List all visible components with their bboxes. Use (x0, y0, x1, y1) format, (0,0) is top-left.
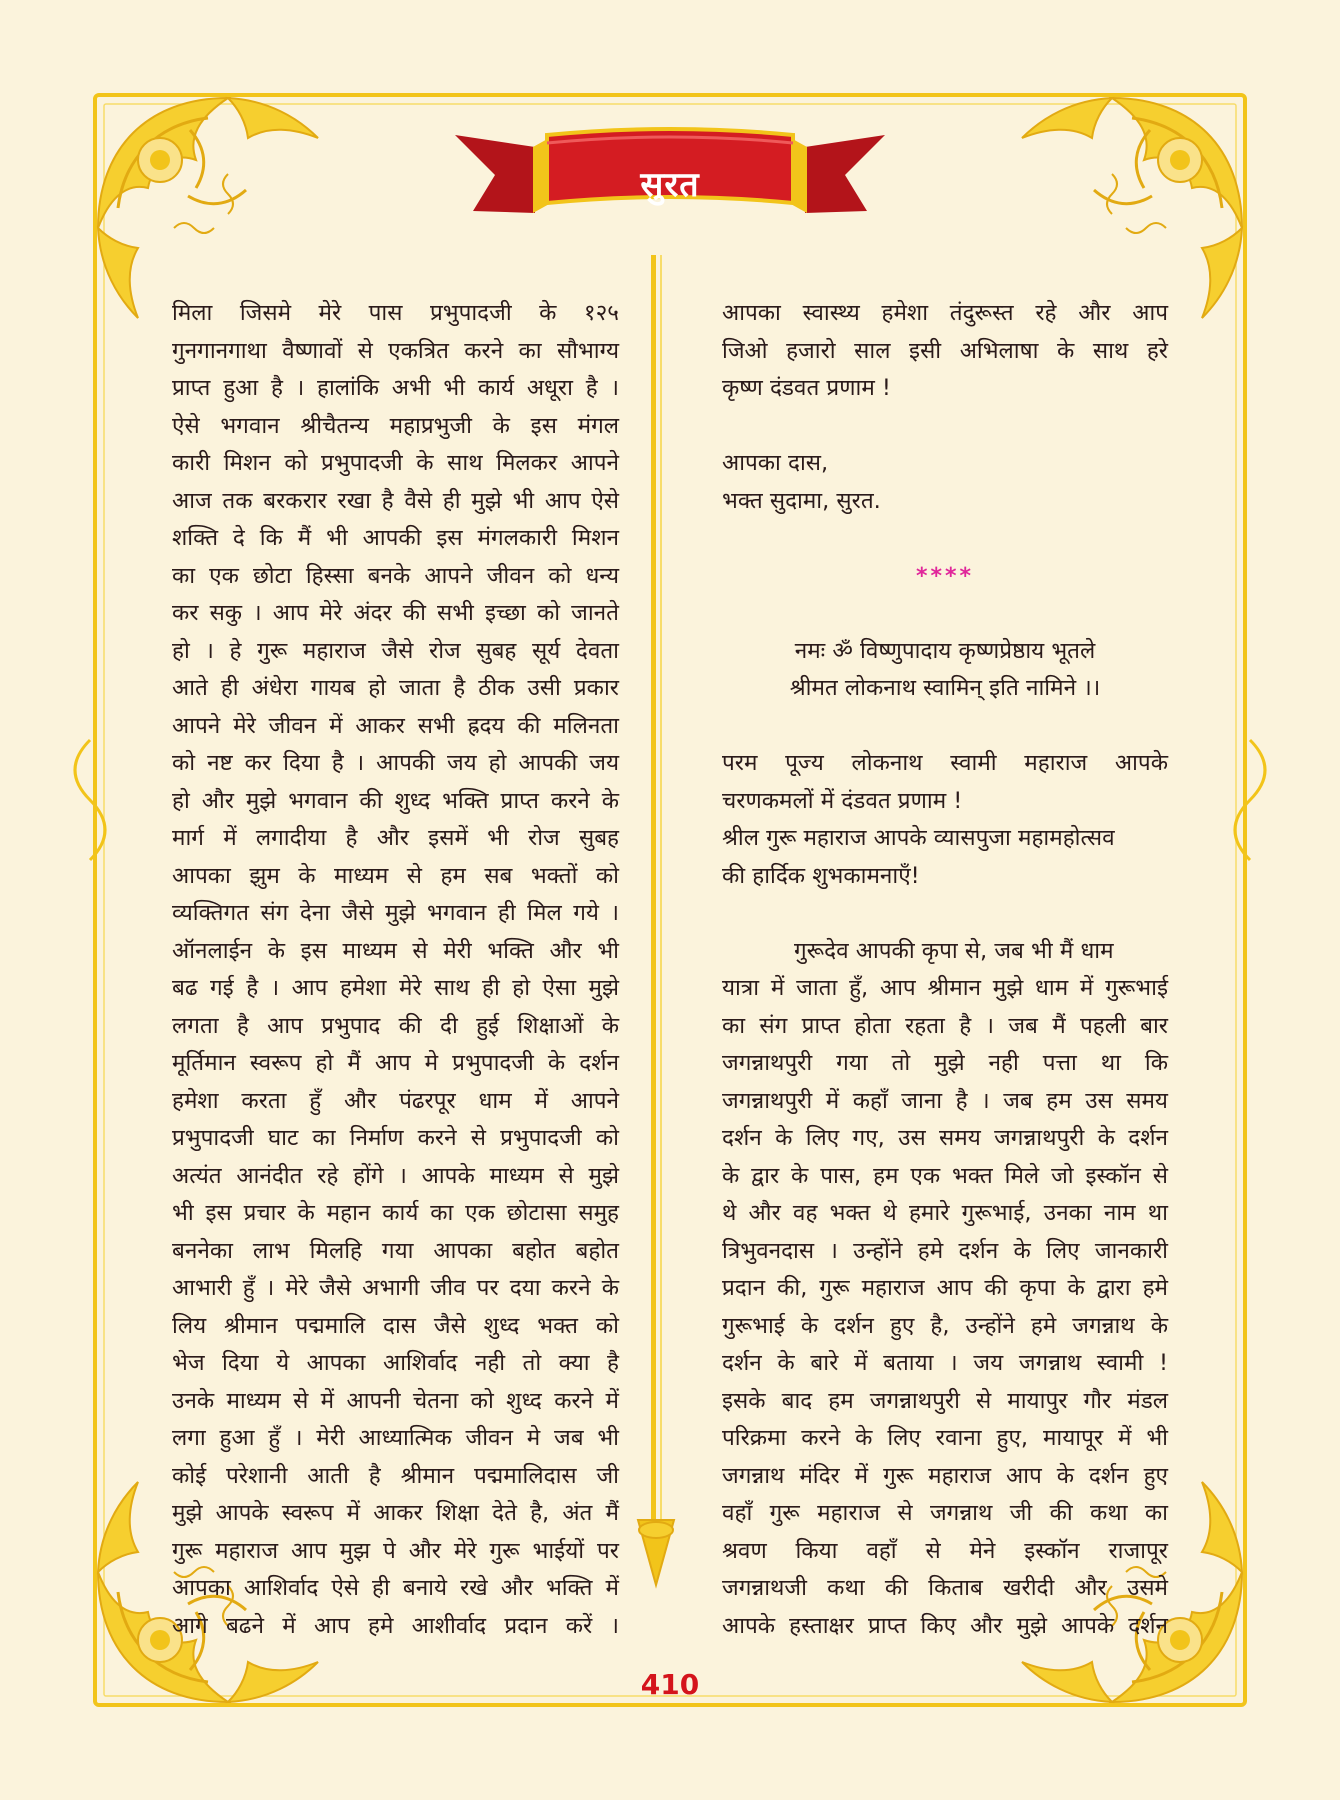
left-text-line: कारी मिशन को प्रभुपादजी के साथ मिलकर आपने (172, 450, 619, 476)
body-line: जगन्नाथजी कथा की किताब खरीदी और उसमे (722, 1575, 1168, 1601)
left-text-line: का एक छोटा हिस्सा बनके आपने जीवन को धन्य (172, 562, 619, 589)
left-text-line: आज तक बरकरार रखा है वैसे ही मुझे भी आप ऐसे (172, 487, 619, 514)
left-text-line: लगता है आप प्रभुपाद की दी हुई शिक्षाओं के (172, 1012, 619, 1039)
body-line: त्रिभुवनदास । उन्होंने हमे दर्शन के लिए जानकारी (722, 1237, 1168, 1264)
divider-stars: **** (915, 563, 975, 589)
page-title: सुरत (640, 165, 700, 205)
body-line: जगन्नाथपुरी गया तो मुझे नही पत्ता था कि (722, 1050, 1168, 1076)
left-text-line: भी इस प्रचार के महान कार्य का एक छोटासा समुह (172, 1200, 619, 1226)
left-text-line: हो । हे गुरू महाराज जैसे रोज सुबह सूर्य देवता (172, 637, 619, 664)
signature-line: आपका दास, (722, 450, 829, 476)
left-text-line: अत्यंत आनंदीत रहे होंगे । आपके माध्यम से मुझे (172, 1162, 619, 1189)
body-line: प्रदान की, गुरू महाराज आप की कृपा के द्वारा हमे (722, 1275, 1168, 1301)
body-line: श्रवण किया वहाँ से मेने इस्कॉन राजापूर (722, 1537, 1168, 1564)
body-line: दर्शन के लिए गए, उस समय जगन्नाथपुरी के दर्शन (722, 1125, 1168, 1151)
left-text-line: बननेका लाभ मिलहि गया आपका बहोत बहोत (172, 1237, 619, 1264)
left-text-line: बढ गई है । आप हमेशा मेरे साथ ही हो ऐसा मुझे (172, 975, 619, 1001)
intro-line: आपका स्वास्थ्य हमेशा तंदुरूस्त रहे और आप (722, 300, 1168, 326)
body-line: का संग प्राप्त होता रहता है । जब मैं पहली बार (722, 1012, 1168, 1039)
greeting-line: श्रील गुरू महाराज आपके व्यासपुजा महामहोत्सव (722, 825, 1115, 851)
greeting-line: की हार्दिक शुभकामनाएँ! (722, 862, 920, 889)
left-text-line: लिय श्रीमान पद्ममालि दास जैसे शुध्द भक्त को (172, 1312, 619, 1339)
left-text-line: व्यक्तिगत संग देना जैसे मुझे भगवान ही मिल गये । (172, 900, 619, 926)
signature-line: भक्त सुदामा, सुरत. (722, 487, 881, 514)
left-text-line: आपने मेरे जीवन में आकर सभी ह्रदय की मलिनता (172, 712, 619, 739)
body-line: वहाँ गुरू महाराज से जगन्नाथ जी की कथा का (722, 1500, 1168, 1526)
page-number: 410 (640, 1668, 700, 1701)
left-text-line: आते ही अंधेरा गायब हो जाता है ठीक उसी प्रकार (172, 675, 619, 701)
left-text-line: मिला जिसमे मेरे पास प्रभुपादजी के १२५ (172, 300, 619, 326)
body-line: थे और वह भक्त थे हमारे गुरूभाई, उनका नाम था (722, 1200, 1168, 1226)
left-text-line: आपका आशिर्वाद ऐसे ही बनाये रखे और भक्ति में (172, 1575, 619, 1601)
mantra-line: नमः ॐ विष्णुपादाय कृष्णप्रेष्ठाय भूतले (794, 637, 1096, 664)
left-text-line: हो और मुझे भगवान की शुध्द भक्ति प्राप्त करने के (172, 787, 619, 814)
left-text-line: भेज दिया ये आपका आशिर्वाद नही तो क्या है (172, 1350, 619, 1376)
left-text-line: कोई परेशानी आती है श्रीमान पद्ममालिदास जी (172, 1462, 619, 1489)
body-line: आपके हस्ताक्षर प्राप्त किए और मुझे आपके दर्शन (722, 1612, 1168, 1639)
greeting-line: परम पूज्य लोकनाथ स्वामी महाराज आपके (722, 750, 1168, 776)
left-text-line: मूर्तिमान स्वरूप हो मैं आप मे प्रभुपादजी के दर्शन (172, 1050, 619, 1076)
left-text-line: मार्ग में लगादीया है और इसमें भी रोज सुबह (172, 825, 619, 851)
body-line: यात्रा में जाता हुँ, आप श्रीमान मुझे धाम में गुरूभाई (722, 975, 1168, 1001)
paragraph-gap (722, 408, 1168, 446)
paragraph-gap (722, 520, 1168, 558)
left-text-line: आगे बढने में आप हमे आशीर्वाद प्रदान करें । (172, 1612, 619, 1639)
mantra-line: श्रीमत लोकनाथ स्वामिन् इति नामिने ।। (789, 675, 1101, 701)
left-text-line: को नष्ट कर दिया है । आपकी जय हो आपकी जय (172, 750, 619, 776)
intro-line: कृष्ण दंडवत प्रणाम ! (722, 375, 891, 401)
left-text-line: कर सकु । आप मेरे अंदर की सभी इच्छा को जानते (172, 600, 619, 626)
body-line: जगन्नाथपुरी में कहाँ जाना है । जब हम उस समय (722, 1087, 1168, 1114)
left-text-line: गुनगानगाथा वैष्णावों से एकत्रित करने का सौभाग्य (172, 337, 619, 364)
paragraph-gap (722, 895, 1168, 933)
left-text-line: आभारी हुँ । मेरे जैसे अभागी जीव पर दया करने के (172, 1275, 619, 1301)
left-text-column (172, 295, 619, 1645)
left-text-line: गुरू महाराज आप मुझ पे और मेरे गुरू भाईयों पर (172, 1537, 619, 1564)
body-line: गुरूभाई के दर्शन हुए है, उन्होंने हमे जगन्नाथ के (722, 1312, 1168, 1339)
body-line: जगन्नाथ मंदिर में गुरू महाराज आप के दर्शन हुए (722, 1462, 1168, 1489)
greeting-line: चरणकमलों में दंडवत प्रणाम ! (722, 787, 963, 814)
left-text-line: लगा हुआ हुँ । मेरी आध्यात्मिक जीवन मे जब भी (172, 1425, 619, 1451)
paragraph-gap (722, 708, 1168, 746)
left-text-line: शक्ति दे कि मैं भी आपकी इस मंगलकारी मिशन (172, 525, 619, 551)
left-text-line: आपका झुम के माध्यम से हम सब भक्तों को (172, 862, 619, 889)
left-text-line: मुझे आपके स्वरूप में आकर शिक्षा देते है, अंत मैं (172, 1500, 619, 1526)
body-line: गुरूदेव आपकी कृपा से, जब भी मैं धाम (794, 937, 1114, 964)
left-text-line: प्राप्त हुआ है । हालांकि अभी भी कार्य अधूरा है । (172, 375, 619, 401)
right-text-column (722, 295, 1168, 1645)
left-text-line: हमेशा करता हुँ और पंढरपूर धाम में आपने (172, 1087, 619, 1114)
body-line: दर्शन के बारे में बताया । जय जगन्नाथ स्वामी ! (722, 1350, 1168, 1376)
intro-line: जिओ हजारो साल इसी अभिलाषा के साथ हरे (722, 337, 1168, 364)
paragraph-gap (722, 595, 1168, 633)
body-line: के द्वार के पास, हम एक भक्त मिले जो इस्कॉन से (722, 1162, 1168, 1189)
left-text-line: उनके माध्यम से में आपनी चेतना को शुध्द करने में (172, 1387, 619, 1414)
body-line: इसके बाद हम जगन्नाथपुरी से मायापुर गौर मंडल (722, 1387, 1168, 1414)
left-text-line: ऑनलाईन के इस माध्यम से मेरी भक्ति और भी (172, 937, 619, 964)
body-line: परिक्रमा करने के लिए रवाना हुए, मायापूर में भी (722, 1425, 1168, 1451)
left-text-line: ऐसे भगवान श्रीचैतन्य महाप्रभुजी के इस मंगल (172, 412, 619, 439)
left-text-line: प्रभुपादजी घाट का निर्माण करने से प्रभुपादजी को (172, 1125, 619, 1151)
